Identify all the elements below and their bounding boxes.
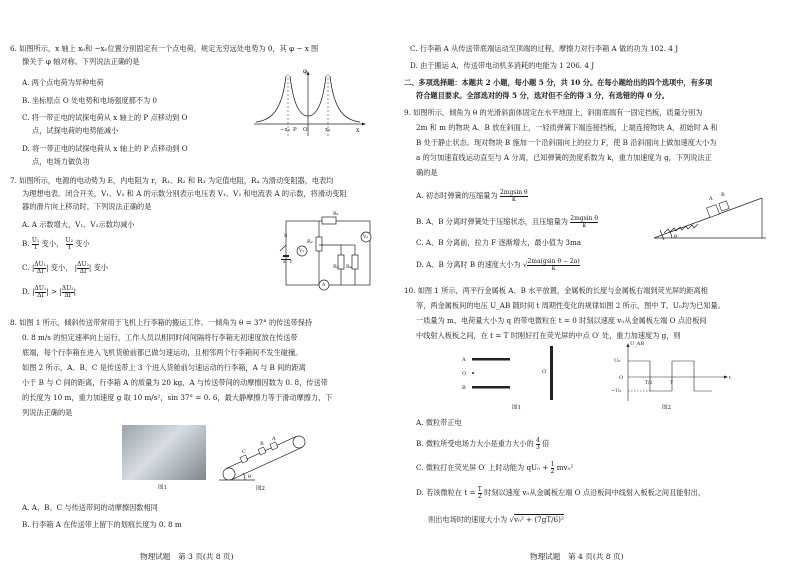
q9-stem-line3: B 处于静止状态。现对物块 B 施加一个沿斜面向上的拉力 F，使 B 沿斜面向上做加速度大小为 bbox=[416, 138, 717, 147]
q7-fig-r4: R₄ bbox=[346, 264, 352, 270]
q9-fig-a: A bbox=[709, 196, 713, 202]
q7-c-text1: 变小， bbox=[50, 263, 73, 272]
q8-fig2-label-theta: θ bbox=[248, 474, 252, 480]
q10-option-b bbox=[416, 434, 549, 454]
q10-option-d-line2: 则出电场时的速度大小为 √v₀² + (7gT/6)² bbox=[428, 515, 564, 524]
q10-d-post: 时刻以速度 v₀从金属板左端 O 点沿板间中线射入板板之间且能射出， bbox=[484, 488, 706, 497]
q10-fig2-label-o: O bbox=[619, 375, 624, 381]
q7-d-frac2-den: ΔI bbox=[64, 291, 72, 299]
q7-d-label: D. bbox=[22, 287, 30, 296]
q8-stem-line6: 的长度为 10 m，重力加速度 g 取 10 m/s²，sin 37° = 0. 6，最大静摩擦力等于滑动摩擦力，下 bbox=[22, 393, 333, 402]
q6-fig-o-label: O bbox=[303, 127, 308, 133]
q9-fig-theta: θ bbox=[674, 234, 678, 240]
q6-fig-x-label: x bbox=[356, 127, 360, 134]
q9-option-c: C. A、B 分离前，拉力 F 逐渐增大，最小值为 3ma bbox=[416, 238, 582, 247]
q10-fig2-label-t-half: T/2 bbox=[645, 381, 653, 386]
q8-option-b: B. 行李箱 A 在传送带上留下的划痕长度为 0. 8 m bbox=[22, 520, 182, 529]
right-page-footer: 物理试题 第 4 页(共 8 页) bbox=[530, 552, 624, 561]
q10-stem-line2: 等，两金属板间的电压 U_AB 随时间 t 周期性变化的规律如图 2 所示，图中 T、U₀均为已知量。 bbox=[416, 301, 725, 310]
q8-stem-line2: 0. 8 m/s 的恒定速率向上运行，工作人员以相同时间间隔将行李箱无初速度放在传送带 bbox=[22, 333, 298, 342]
q7-d-text: > bbox=[51, 287, 58, 296]
q7-b-frac1 bbox=[32, 238, 39, 251]
q7-circuit-diagram bbox=[278, 215, 378, 293]
q10-d-den: 2 bbox=[477, 492, 482, 500]
q7-fig-r: r bbox=[290, 259, 293, 265]
q7-fig-v2: V₂ bbox=[363, 235, 369, 240]
q8-stem-line5: 小于 B 与 C 间的距离，行李箱 A 的质量为 20 kg，A 与传送带间的动摩擦因数为 0. 8，传送带 bbox=[22, 378, 328, 387]
q8-option-c: C. 行李箱 A 从传送带底端运动至顶端的过程，摩擦力对行李箱 A 做的功为 102. 4 J bbox=[410, 44, 679, 53]
q8-fig2-caption: 图2 bbox=[256, 486, 265, 492]
q8-stem-line3: 底端，每个行李箱在进入飞机货舱前都已做匀速运动，且相邻两个行李箱间不发生碰撞。 bbox=[22, 348, 303, 357]
q8-fig2-label-c: C bbox=[242, 449, 246, 455]
q7-b-label: B. bbox=[22, 239, 30, 248]
q9-stem-line5: 确的是 bbox=[416, 168, 438, 177]
q7-c-text2: 变小 bbox=[93, 263, 108, 272]
left-page-footer: 物理试题 第 3 页(共 8 页) bbox=[140, 552, 234, 561]
q10-fig2-label-uab: U_AB bbox=[630, 341, 644, 347]
q10-fig1-label-b: B bbox=[462, 385, 466, 391]
q10-d2-text: 则出电场时的速度大小为 bbox=[428, 515, 508, 524]
q10-fig2-label-u0: U₀ bbox=[614, 358, 621, 364]
q6-stem-line1: 6. 如图所示，x 轴上 x₀和 −x₀位置分别固定有一个点电荷，规定无穷远处电势为 0，其 φ − x 图 bbox=[10, 44, 319, 53]
q8-stem-line4: 如图 2 所示，A、B、C 是传送带上 3 个进入货舱前匀速运动的行李箱，A 与 B 间的距离 bbox=[22, 363, 306, 372]
q10-stem-line3: 一质量为 m、电荷量大小为 q 的带电微粒在 t = 0 时刻以速度 v₀从金属板左端 O 点沿板间 bbox=[416, 316, 707, 325]
q7-c-frac2 bbox=[77, 262, 89, 275]
q6-option-d-line2: 点，电场力做负功 bbox=[32, 157, 90, 166]
q10-stem-line4: 中线射入板板之间，在 t = T 时刚好打在荧光屏的中点 O′ 处，重力加速度为 g，则 bbox=[416, 331, 681, 340]
q9-b-num: 2mgsin θ bbox=[570, 214, 599, 222]
q7-c-label: C. bbox=[22, 263, 30, 272]
q9-a-text: A. 初态时弹簧的压缩量为 bbox=[416, 191, 498, 200]
q7-d-frac1 bbox=[35, 286, 47, 299]
q10-d-num: T bbox=[477, 485, 482, 493]
q10-c-post: mv₀² bbox=[556, 463, 574, 472]
q7-c-frac2-den: ΔI bbox=[79, 267, 87, 275]
q7-fig-e: E bbox=[283, 259, 287, 265]
q7-option-b bbox=[22, 235, 90, 253]
q10-fig1-caption: 图1 bbox=[512, 405, 521, 411]
q8-fig2-label-a: A bbox=[272, 436, 276, 442]
q8-option-d: D. 由于搬运 A，传送带电动机多消耗的电能为 1 206. 4 J bbox=[410, 61, 595, 70]
q7-stem-line1: 7. 如图所示，电源的电动势为 E，内电阻为 r，R₁、R₂ 和 R₃ 为定值电阻，R₄ 为滑动变阻器，电表均 bbox=[10, 176, 334, 185]
q10-b-den: 3 bbox=[535, 443, 540, 451]
q8-fig2-label-b: B bbox=[260, 441, 264, 447]
q10-d-frac bbox=[478, 487, 482, 500]
q10-c-num: 1 bbox=[550, 460, 555, 468]
q9-option-b bbox=[416, 212, 598, 232]
q6-fig-neg-x0-label: −x₀ bbox=[280, 127, 290, 133]
q7-b-frac1-den: I bbox=[34, 243, 37, 251]
q9-a-frac bbox=[500, 190, 528, 203]
q7-fig-v1: V₁ bbox=[299, 249, 305, 254]
q10-b-num: 4 bbox=[535, 436, 540, 444]
q6-option-c-line1: C. 将一带正电的试探电荷从 x 轴上的 P 点移动到 O bbox=[22, 113, 188, 122]
q9-d-den: k bbox=[551, 264, 556, 272]
q9-b-text: B. A、B 分离时弹簧处于压缩状态，且压缩量为 bbox=[416, 217, 568, 226]
q10-c-frac bbox=[551, 462, 555, 475]
q7-c-frac2-num: ΔU₂ bbox=[77, 260, 89, 268]
q7-c-frac1-num: ΔU₁ bbox=[34, 260, 47, 268]
q6-option-d-line1: D. 将一带正电的试探电荷从 x 轴上的 P 点移动到 O bbox=[22, 144, 188, 153]
q7-b-text1: 变小， bbox=[41, 239, 64, 248]
q9-d-num: 2ma(gsin θ − 2a) bbox=[527, 257, 580, 265]
q10-option-d-line1 bbox=[416, 483, 705, 503]
right-page bbox=[400, 0, 800, 579]
q10-d2-root: v₀² + (7gT/6)² bbox=[513, 515, 564, 524]
q6-stem-line2: 像关于 φ 轴对称。下列说法正确的是 bbox=[22, 57, 140, 66]
q6-fig-phi-label: φ bbox=[303, 68, 308, 75]
q9-stem-line1: 9. 如图所示，倾角为 θ 的光滑斜面体固定在水平地面上，斜面底端有一固定挡板，质量分别为 bbox=[404, 108, 703, 117]
q8-stem-line1: 8. 如图 1 所示，倾斜传送带常用于飞机上行李箱的搬运工作。一倾角为 θ = 37° 的传送带保持 bbox=[10, 318, 313, 327]
q10-c-den: 2 bbox=[550, 467, 555, 475]
q8-fig1-photo bbox=[122, 425, 206, 480]
q10-b-text: B. 微粒所受电场力大小是重力大小的 bbox=[416, 439, 534, 448]
q7-fig-a: A bbox=[322, 283, 326, 288]
q7-d-frac2 bbox=[62, 286, 74, 299]
q7-c-frac1 bbox=[34, 262, 46, 275]
q9-stem-line4: a 的匀加速直线运动直至与 A 分离，已知弹簧的劲度系数为 k，重力加速度为 g，下列说法正 bbox=[416, 153, 712, 162]
q7-d-frac1-num: ΔU₁ bbox=[34, 284, 47, 292]
q9-option-d: D. A、B 分离时 B 的速度大小为 √ $\frac{\text{2ma(gsin θ − 2a)}}{k}$ bbox=[416, 257, 580, 272]
q9-a-num: 2mgsin θ bbox=[499, 188, 528, 196]
q10-b-frac bbox=[536, 438, 540, 451]
q7-fig-r3: R₃ bbox=[333, 264, 339, 270]
q10-option-c bbox=[416, 458, 573, 478]
q7-b-frac2-den: I bbox=[68, 243, 71, 251]
q10-fig2-label-neg-u0: −U₀ bbox=[611, 388, 622, 394]
q10-fig1-label-o-prime: O′ bbox=[542, 369, 548, 375]
q9-stem-line2: 2m 和 m 的物块 A、B 放在斜面上，一轻质弹簧下端连接挡板，上端连接物块 A，初始时 A 和 bbox=[416, 123, 718, 132]
q10-fig1-label-o: O bbox=[462, 371, 467, 377]
q7-fig-s: S bbox=[284, 233, 288, 239]
q7-stem-line2: 为理想电表。闭合开关，V₁、V₂ 和 A 的示数分别表示电压表 V₁、V₂ 和电流表 A 的示数，将滑动变阻 bbox=[22, 189, 347, 198]
q8-option-a: A. A、B、C 与传送带间的动摩擦因数相同 bbox=[22, 503, 158, 512]
q9-fig-b: B bbox=[721, 192, 725, 198]
q7-option-c: C. | $\frac{\text{ΔU₁}}{\Delta I}$ | 变小， | $\frac{\text{ΔU₂}}{\Delta I}$ | 变小 bbox=[22, 260, 108, 275]
q7-fig-r2: R₂ bbox=[307, 239, 313, 245]
q7-stem-line3: 器的滑片向上移动时，下列说法正确的是 bbox=[22, 202, 152, 211]
q10-option-a: A. 微粒带正电 bbox=[416, 418, 462, 427]
q6-fig-p-label: P bbox=[293, 127, 297, 133]
q7-c-frac1-den: ΔI bbox=[36, 267, 44, 275]
q9-b-den: k bbox=[582, 221, 586, 229]
q6-fig-x0-label: x₀ bbox=[325, 127, 331, 133]
q6-option-a: A. 两个点电荷为异种电荷 bbox=[22, 78, 104, 87]
q10-fig2-voltage-graph bbox=[622, 343, 732, 403]
q7-b-text2: 变小 bbox=[75, 239, 90, 248]
section-2-heading-line1: 二、多项选择题：本题共 2 小题，每小题 5 分，共 10 分。在每小题给出的四个选项中，有多项 bbox=[404, 78, 713, 87]
q7-b-frac1-num: U₁ bbox=[31, 236, 40, 244]
q10-b-post: 倍 bbox=[542, 439, 550, 448]
section-2-heading-line2: 符合题目要求。全部选对的得 5 分，选对但不全的得 3 分，有选错的得 0 分。 bbox=[416, 91, 669, 100]
q7-option-d: D. | $\frac{\text{ΔU₁}}{\Delta I}$ | > | $\frac{\text{ΔU₂}}{\Delta I}$ | bbox=[22, 284, 76, 299]
q7-option-a: A. A 示数增大，V₁、V₂示数均减小 bbox=[22, 220, 135, 229]
q10-stem-line1: 10. 如图 1 所示，两平行金属板 A、B 水平放置，金属板的长度与金属板右端到荧光屏的距离相 bbox=[404, 286, 708, 295]
q10-d-text: D. 若该微粒在 t = bbox=[416, 488, 476, 497]
q10-fig2-label-t: t bbox=[729, 375, 732, 381]
q9-option-a bbox=[416, 186, 528, 206]
q9-d-text: D. A、B 分离时 B 的速度大小为 bbox=[416, 260, 521, 269]
q8-fig1-caption: 图1 bbox=[158, 485, 167, 491]
q10-fig2-caption: 图2 bbox=[662, 405, 671, 411]
q9-a-den: k bbox=[511, 195, 516, 203]
q9-d-frac bbox=[527, 259, 579, 272]
q6-option-c-line2: 点，试探电荷的电势能减小 bbox=[32, 126, 119, 135]
q7-b-frac2-num: U₂ bbox=[65, 236, 73, 244]
q7-d-frac1-den: ΔI bbox=[37, 291, 44, 299]
q10-fig2-label-t-full: T bbox=[670, 381, 674, 386]
q9-b-frac bbox=[570, 216, 598, 229]
q7-d-frac2-num: ΔU₂ bbox=[61, 284, 74, 292]
q10-c-text: C. 微粒打在荧光屏 O′ 上时动能为 qU₀ + bbox=[416, 463, 549, 472]
q8-fig2-conveyor bbox=[215, 430, 315, 486]
q6-option-b: B. 坐标原点 O 处电势和电场强度都不为 0 bbox=[22, 96, 157, 105]
q6-phi-x-graph bbox=[250, 70, 370, 140]
q10-fig1-label-a: A bbox=[462, 357, 466, 363]
q7-fig-r1: R₁ bbox=[333, 211, 339, 217]
q7-b-frac2 bbox=[66, 238, 73, 251]
q8-stem-line7: 列说法正确的是 bbox=[22, 408, 73, 417]
